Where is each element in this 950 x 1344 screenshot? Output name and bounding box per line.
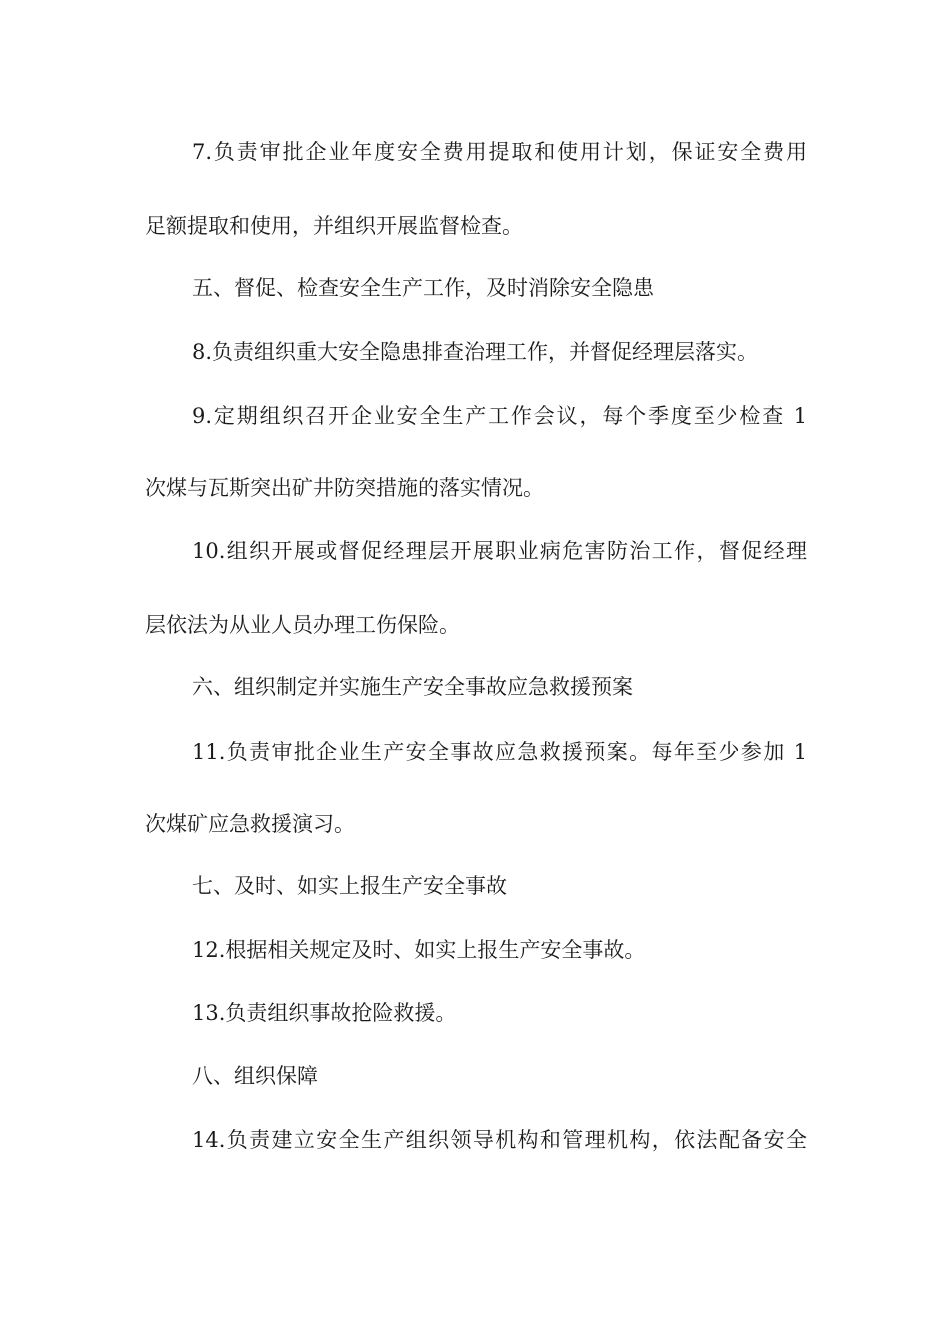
paragraph-line: 11.负责审批企业生产安全事故应急救援预案。每年至少参加 1 [192, 740, 807, 764]
paragraph-line: 9.定期组织召开企业安全生产工作会议，每个季度至少检查 1 [192, 404, 807, 428]
section-heading: 八、组织保障 [192, 1064, 318, 1088]
section-heading: 七、及时、如实上报生产安全事故 [192, 874, 507, 898]
paragraph-line: 次煤矿应急救援演习。 [145, 812, 355, 836]
paragraph-line: 14.负责建立安全生产组织领导机构和管理机构，依法配备安全 [192, 1128, 807, 1152]
section-heading: 五、督促、检查安全生产工作，及时消除安全隐患 [192, 276, 654, 300]
paragraph-line: 10.组织开展或督促经理层开展职业病危害防治工作，督促经理 [192, 539, 807, 563]
paragraph-line: 足额提取和使用，并组织开展监督检查。 [145, 214, 523, 238]
paragraph-line: 13.负责组织事故抢险救援。 [192, 1001, 457, 1025]
paragraph-line: 次煤与瓦斯突出矿井防突措施的落实情况。 [145, 476, 544, 500]
paragraph-line: 7.负责审批企业年度安全费用提取和使用计划，保证安全费用 [192, 140, 807, 164]
paragraph-line: 层依法为从业人员办理工伤保险。 [145, 613, 460, 637]
section-heading: 六、组织制定并实施生产安全事故应急救援预案 [192, 675, 633, 699]
paragraph-line: 8.负责组织重大安全隐患排查治理工作，并督促经理层落实。 [192, 340, 759, 364]
paragraph-line: 12.根据相关规定及时、如实上报生产安全事故。 [192, 938, 646, 962]
